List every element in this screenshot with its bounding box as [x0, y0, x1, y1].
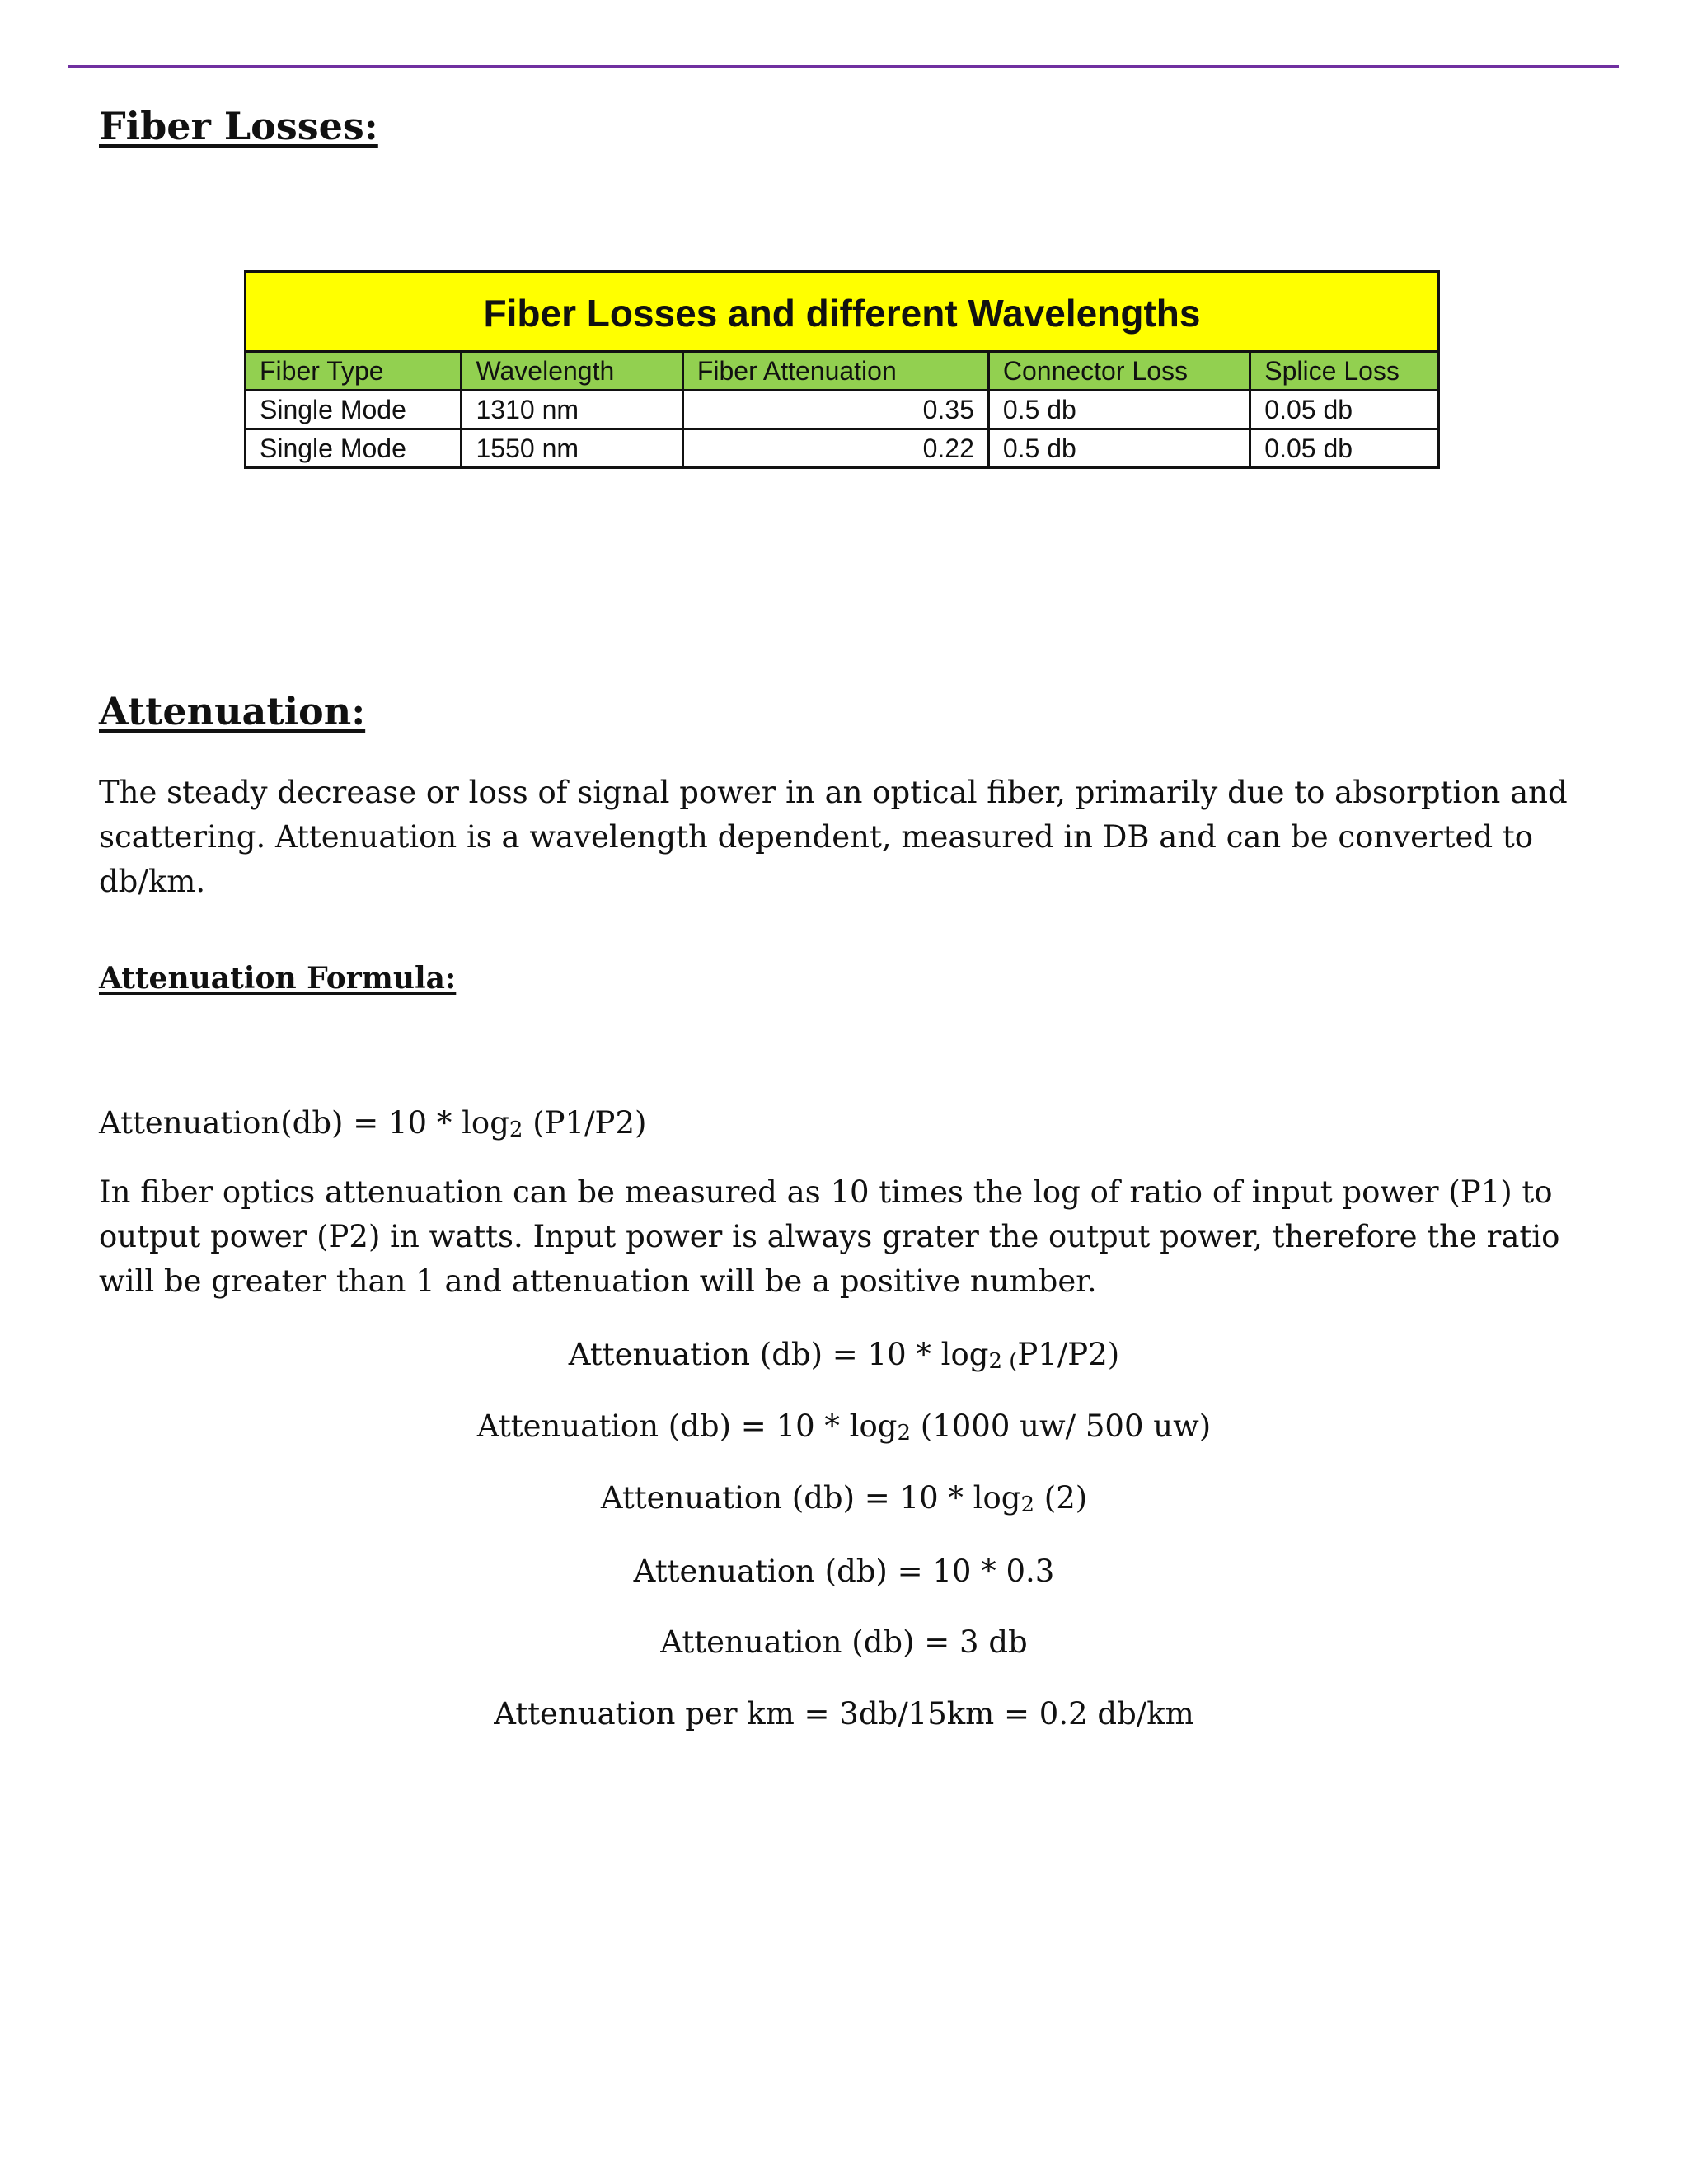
- formula-subscript: 2: [509, 1118, 523, 1142]
- table-header-row: [246, 352, 1439, 391]
- column-header: Connector Loss: [988, 352, 1250, 391]
- attenuation-definition: The steady decrease or loss of signal power in an optical fiber, primarily due to absorption and scattering. Attenuation is a wavelength dependent, measured in DB and can be converted to db/km.: [99, 775, 1568, 899]
- attenuation-explanation: In fiber optics attenuation can be measured as 10 times the log of ratio of input power (P1) to output power (P2) in watts. Input power is always grater the output power, therefore the ratio will be greater than 1 and attenuation will be a positive number.: [99, 1174, 1560, 1299]
- equation-line: [0, 1333, 1688, 1384]
- table-cell: 1310 nm: [462, 391, 682, 429]
- equation-subscript: 2 (: [988, 1349, 1018, 1374]
- column-header: Fiber Attenuation: [682, 352, 988, 391]
- equation-text: Attenuation (db) = 10 * log: [568, 1337, 989, 1372]
- equation-line: [0, 1692, 1688, 1736]
- attenuation-formula-heading: Attenuation Formula:: [99, 961, 457, 996]
- table-cell: Single Mode: [246, 429, 462, 468]
- attenuation-heading: Attenuation:: [99, 689, 366, 733]
- formula-text: (P1/P2): [523, 1105, 647, 1141]
- table-cell: 0.22: [682, 429, 988, 468]
- equation-text: Attenuation per km = 3db/15km = 0.2 db/km: [494, 1696, 1194, 1732]
- formula-text: Attenuation(db) = 10 * log: [99, 1105, 509, 1141]
- equation-text: Attenuation (db) = 3 db: [660, 1624, 1028, 1660]
- equation-text: P1/P2): [1017, 1337, 1120, 1372]
- column-header: Fiber Type: [246, 352, 462, 391]
- column-header: Wavelength: [462, 352, 682, 391]
- column-header: Splice Loss: [1250, 352, 1439, 391]
- table-title: Fiber Losses and different Wavelengths: [246, 272, 1439, 352]
- table-cell: 0.35: [682, 391, 988, 429]
- fiber-losses-table: [244, 270, 1440, 469]
- table-row: [246, 429, 1439, 468]
- table-cell: 0.5 db: [988, 391, 1250, 429]
- equation-text: (1000 uw/ 500 uw): [911, 1408, 1212, 1444]
- table-cell: 0.5 db: [988, 429, 1250, 468]
- table-row: [246, 391, 1439, 429]
- fiber-losses-heading: Fiber Losses:: [99, 104, 378, 148]
- table-cell: 0.05 db: [1250, 429, 1439, 468]
- table-cell: 0.05 db: [1250, 391, 1439, 429]
- equation-line: [0, 1549, 1688, 1594]
- table-cell: 1550 nm: [462, 429, 682, 468]
- equation-text: Attenuation (db) = 10 * log: [600, 1480, 1021, 1516]
- equation-line: [0, 1404, 1688, 1455]
- equation-text: Attenuation (db) = 10 * log: [476, 1408, 898, 1444]
- equation-text: Attenuation (db) = 10 * 0.3: [633, 1554, 1055, 1589]
- equation-line: [0, 1620, 1688, 1665]
- equation-text: (2): [1034, 1480, 1088, 1516]
- attenuation-formula: [99, 1101, 1607, 1152]
- table-cell: Single Mode: [246, 391, 462, 429]
- equation-subscript: 2: [1020, 1493, 1035, 1517]
- equation-subscript: 2: [897, 1421, 912, 1446]
- header-rule: [68, 65, 1619, 68]
- equation-line: [0, 1476, 1688, 1527]
